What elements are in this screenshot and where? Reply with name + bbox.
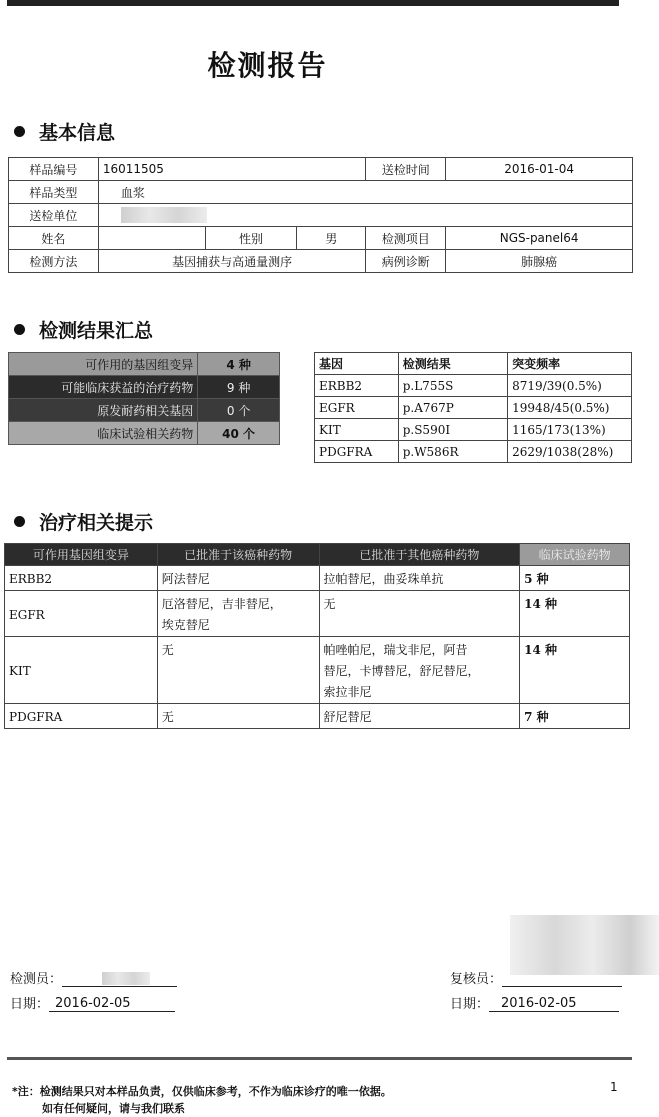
- gender-label: 性别: [205, 227, 297, 250]
- table-row: [315, 375, 632, 397]
- column-header: 已批准于其他癌种药物: [319, 544, 520, 566]
- gender-value: 男: [297, 227, 366, 250]
- method-label: 检测方法: [9, 250, 99, 273]
- redacted-name: [102, 972, 150, 985]
- summary-value: 9 种: [198, 376, 280, 399]
- column-header: 可作用基因组变异: [5, 544, 158, 566]
- page-number: 1: [610, 1080, 618, 1094]
- summary-value: 40 个: [198, 422, 280, 445]
- bullet-icon: [14, 324, 25, 335]
- table-header-row: [315, 353, 632, 375]
- submit-time-value: 2016-01-04: [446, 158, 633, 181]
- summary-value: 0 个: [198, 399, 280, 422]
- diagnosis-value: 肺腺癌: [446, 250, 633, 273]
- sample-type-value: 血浆: [98, 181, 632, 204]
- gene-cell: ERBB2: [5, 566, 158, 591]
- gene-cell: EGFR: [5, 591, 158, 637]
- tester-date: [10, 993, 175, 1012]
- footer-note: [12, 1083, 392, 1117]
- summary-label: 原发耐药相关基因: [9, 399, 198, 422]
- top-rule: [7, 0, 619, 6]
- date-value: 2016-02-05: [49, 996, 175, 1012]
- column-header: 临床试验药物: [520, 544, 630, 566]
- signature-line: [62, 971, 177, 987]
- result-cell: p.W586R: [398, 441, 507, 463]
- table-row: [315, 397, 632, 419]
- date-label: 日期：: [450, 997, 490, 1012]
- item-label: 检测项目: [366, 227, 446, 250]
- table-row: [9, 250, 633, 273]
- approved-same-cancer-cell: 无: [157, 637, 319, 704]
- gene-cell: PDGFRA: [5, 704, 158, 729]
- reviewer-signature: [450, 968, 622, 987]
- bullet-icon: [14, 516, 25, 527]
- redacted-unit: [121, 207, 207, 223]
- approved-same-cancer-cell: 阿法替尼: [157, 566, 319, 591]
- column-header: 基因: [315, 353, 399, 375]
- gene-cell: EGFR: [315, 397, 399, 419]
- bullet-icon: [14, 126, 25, 137]
- column-header: 已批准于该癌种药物: [157, 544, 319, 566]
- approved-other-cancer-cell: 舒尼替尼: [319, 704, 520, 729]
- trial-drugs-cell: 7 种: [520, 704, 630, 729]
- summary-label: 可作用的基因组变异: [9, 353, 198, 376]
- summary-row: [9, 422, 280, 445]
- note-line: *注：检测结果只对本样品负责，仅供临床参考，不作为临床诊疗的唯一依据。: [12, 1085, 392, 1098]
- column-header: 检测结果: [398, 353, 507, 375]
- item-value: NGS-panel64: [446, 227, 633, 250]
- gene-cell: ERBB2: [315, 375, 399, 397]
- trial-drugs-cell: 5 种: [520, 566, 630, 591]
- result-cell: p.A767P: [398, 397, 507, 419]
- trial-drugs-cell: 14 种: [520, 637, 630, 704]
- approved-other-cancer-cell: 帕唑帕尼，瑞戈非尼，阿昔 替尼，卡博替尼，舒尼替尼， 索拉非尼: [319, 637, 520, 704]
- table-row: [9, 158, 633, 181]
- unit-label: 送检单位: [9, 204, 99, 227]
- tester-signature: [10, 968, 177, 987]
- redacted-signature: [510, 915, 659, 975]
- table-row: [5, 637, 630, 704]
- basic-info-table: [8, 157, 633, 273]
- signature-line: [502, 971, 622, 987]
- table-row: [9, 204, 633, 227]
- gene-cell: KIT: [5, 637, 158, 704]
- sample-type-label: 样品类型: [9, 181, 99, 204]
- section-title: 治疗相关提示: [39, 512, 154, 534]
- table-row: [315, 419, 632, 441]
- report-title: 检测报告: [207, 49, 328, 82]
- section-basic-info: [14, 118, 115, 145]
- therapy-table: [4, 543, 630, 729]
- table-row: [5, 566, 630, 591]
- sample-id-value: 16011505: [98, 158, 366, 181]
- summary-label: 可能临床获益的治疗药物: [9, 376, 198, 399]
- frequency-cell: 19948/45(0.5%): [508, 397, 632, 419]
- table-row: [315, 441, 632, 463]
- sample-id-label: 样品编号: [9, 158, 99, 181]
- summary-row: [9, 353, 280, 376]
- summary-value: 4 种: [198, 353, 280, 376]
- frequency-cell: 2629/1038(28%): [508, 441, 632, 463]
- reviewer-date: [450, 993, 619, 1012]
- table-row: [9, 227, 633, 250]
- table-row: [5, 704, 630, 729]
- name-label: 姓名: [9, 227, 99, 250]
- section-title: 基本信息: [39, 122, 116, 144]
- table-row: [5, 591, 630, 637]
- reviewer-label: 复核员：: [450, 972, 503, 987]
- gene-cell: PDGFRA: [315, 441, 399, 463]
- section-title: 检测结果汇总: [39, 320, 154, 342]
- table-header-row: [5, 544, 630, 566]
- frequency-cell: 1165/173(13%): [508, 419, 632, 441]
- summary-table: [8, 352, 280, 445]
- method-value: 基因捕获与高通量测序: [98, 250, 366, 273]
- results-table: [314, 352, 632, 463]
- table-row: [9, 181, 633, 204]
- frequency-cell: 8719/39(0.5%): [508, 375, 632, 397]
- summary-row: [9, 376, 280, 399]
- result-cell: p.L755S: [398, 375, 507, 397]
- name-value: [98, 227, 205, 250]
- date-label: 日期：: [10, 997, 50, 1012]
- section-therapy: [14, 508, 153, 535]
- result-cell: p.S590I: [398, 419, 507, 441]
- approved-same-cancer-cell: 厄洛替尼，吉非替尼， 埃克替尼: [157, 591, 319, 637]
- section-summary: [14, 316, 153, 343]
- column-header: 突变频率: [508, 353, 632, 375]
- trial-drugs-cell: 14 种: [520, 591, 630, 637]
- gene-cell: KIT: [315, 419, 399, 441]
- diagnosis-label: 病例诊断: [366, 250, 446, 273]
- note-line: 如有任何疑问，请与我们联系: [42, 1102, 185, 1115]
- tester-label: 检测员：: [10, 972, 63, 987]
- summary-row: [9, 399, 280, 422]
- approved-other-cancer-cell: 拉帕替尼，曲妥珠单抗: [319, 566, 520, 591]
- approved-other-cancer-cell: 无: [319, 591, 520, 637]
- submit-time-label: 送检时间: [366, 158, 446, 181]
- date-value: 2016-02-05: [489, 996, 619, 1012]
- summary-label: 临床试验相关药物: [9, 422, 198, 445]
- approved-same-cancer-cell: 无: [157, 704, 319, 729]
- footer-rule: [7, 1057, 632, 1060]
